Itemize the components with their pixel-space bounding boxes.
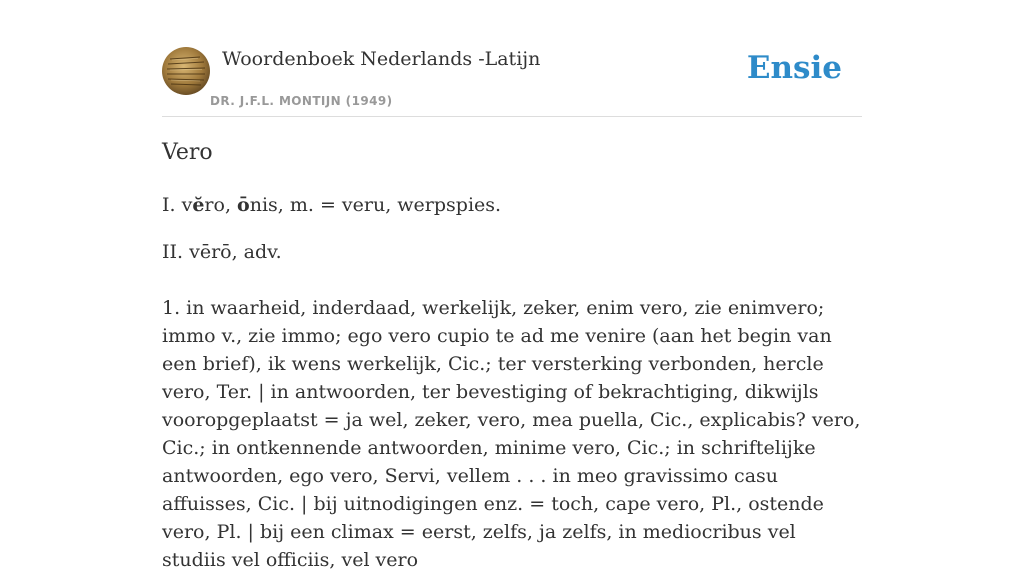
book-author: DR. J.F.L. MONTIJN (1949) — [210, 94, 393, 108]
sense-one-middle: ro, — [204, 194, 238, 216]
sense-two: II. vērō, adv. — [162, 241, 282, 263]
book-cover-icon[interactable] — [162, 47, 210, 95]
header — [162, 44, 862, 117]
brand-logo[interactable]: Ensie — [746, 50, 842, 86]
sense-one — [162, 194, 501, 216]
entry-body: 1. in waarheid, inderdaad, werkelijk, zeker, enim vero, zie enimvero; immo v., zie immo; ego vero cupio te ad me venire (aan het begin van een brief), ik wens werkelijk, Cic.; ter versterking verbonden, hercle vero, Ter. | in antwoorden, ter bevestiging of bekrachtiging, dikwijls vooropgeplaatst = ja wel, zeker, vero, mea puella, Cic., explicabis? vero, Cic.; in ontkennende antwoorden, minime vero, Cic.; in schriftelijke antwoorden, ego vero, Servi, vellem . . . in meo gravissimo casu affuisses, Cic. | bij uitnodigingen enz. = toch, cape vero, Pl., ostende vero, Pl. | bij een climax = eerst, zelfs, ja zelfs, in mediocribus vel studiis vel officiis, vel vero — [162, 297, 861, 571]
sense-one-vowel-long: ō — [237, 194, 250, 216]
headword: Vero — [162, 140, 213, 165]
sense-one-suffix: nis, m. = veru, werpspies. — [249, 194, 502, 216]
sense-one-vowel-short: ĕ — [192, 194, 205, 216]
book-cover-graphic — [162, 47, 210, 95]
book-title[interactable]: Woordenboek Nederlands -Latijn — [222, 48, 541, 70]
sense-one-prefix: I. v — [162, 194, 193, 216]
